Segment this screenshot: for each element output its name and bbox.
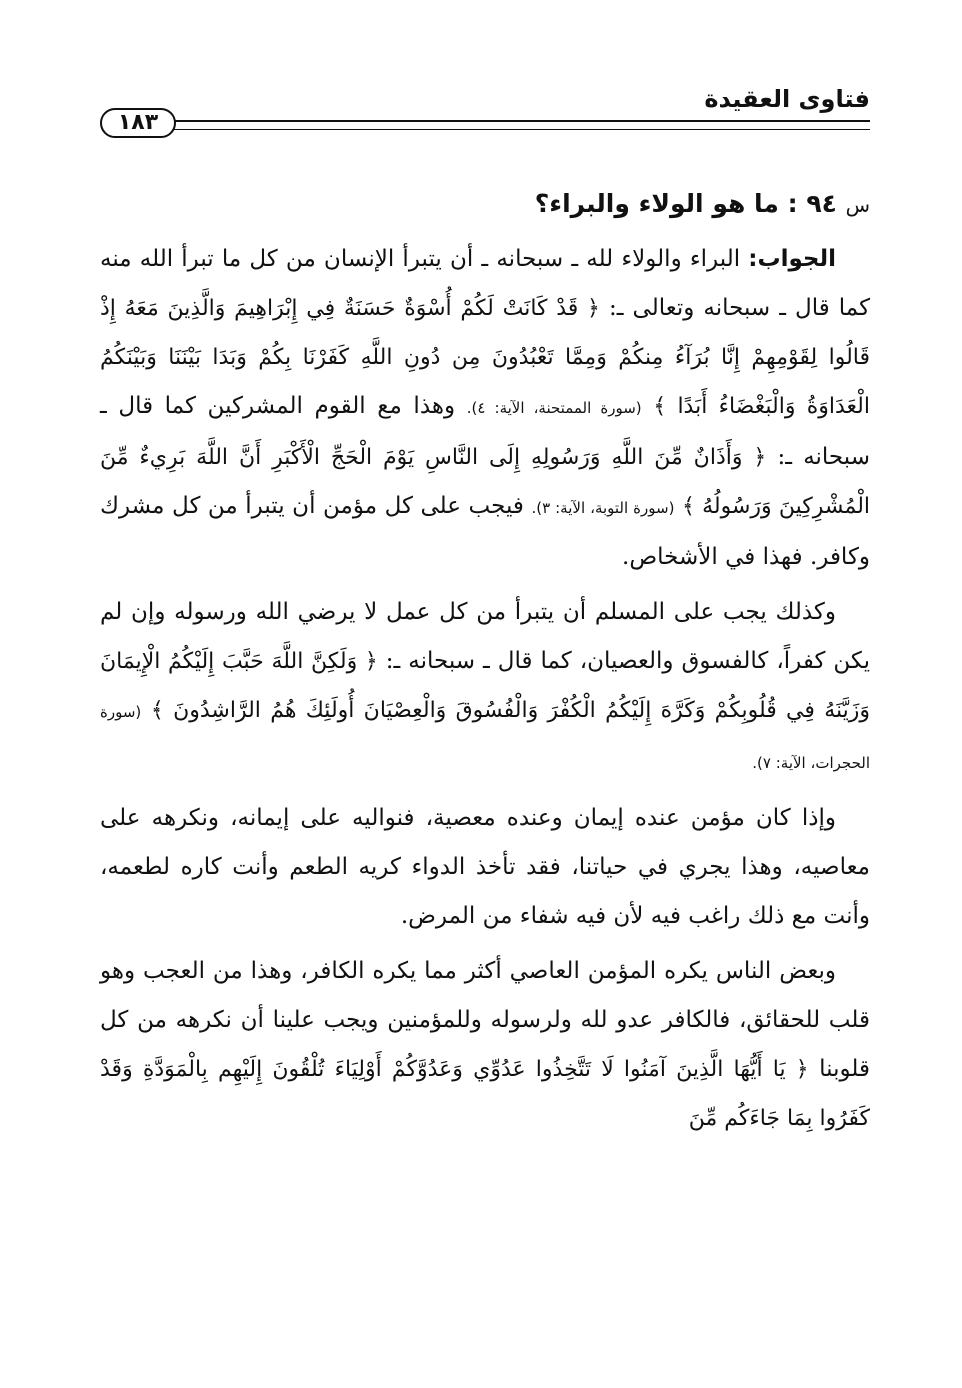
quran-verse: ﴿ يَا أَيُّهَا الَّذِينَ آمَنُوا لَا تَتَّخِذُوا عَدُوِّي وَعَدُوَّكُمْ أَوْلِيَاءَ تُلْقُونَ إِلَيْهِم بِالْمَوَدَّةِ وَقَدْ كَفَرُوا بِمَا جَاءَكُم مِّنَ xyxy=(100,1057,870,1131)
verse-reference: (سورة التوبة، الآية: ٣). xyxy=(531,499,675,517)
verse-reference: (سورة الحجرات، الآية: ٧). xyxy=(100,703,870,772)
verse-reference: (سورة الممتحنة، الآية: ٤). xyxy=(466,399,642,417)
answer-text: فيجب على كل مؤمن أن يتبرأ من كل مشرك وكافر. فهذا في الأشخاص. xyxy=(100,493,870,570)
answer-paragraph-2 xyxy=(100,588,870,788)
answer-paragraph-4 xyxy=(100,947,870,1143)
question-text: ما هو الولاء والبراء؟ xyxy=(534,189,779,218)
question-marker: س xyxy=(845,193,870,217)
quran-verse: ﴿ قَدْ كَانَتْ لَكُمْ أُسْوَةٌ حَسَنَةٌ فِي إِبْرَاهِيمَ وَالَّذِينَ مَعَهُ إِذْ قَالُوا لِقَوْمِهِمْ إِنَّا بُرَآءُ مِنكُمْ وَمِمَّا تَعْبُدُونَ مِن دُونِ اللَّهِ كَفَرْنَا بِكُمْ وَبَدَا بَيْنَنَا وَبَيْنَكُمُ الْعَدَاوَةُ وَالْبَغْضَاءُ أَبَدًا ﴾ xyxy=(100,296,870,419)
book-title: فتاوى العقيدة xyxy=(704,85,870,113)
quran-verse: ﴿ وَلَكِنَّ اللَّهَ حَبَّبَ إِلَيْكُمُ الْإِيمَانَ وَزَيَّنَهُ فِي قُلُوبِكُمْ وَكَرَّهَ إِلَيْكُمُ الْكُفْرَ وَالْفُسُوقَ وَالْعِصْيَانَ أُولَئِكَ هُمُ الرَّاشِدُونَ ﴾ xyxy=(100,649,870,723)
answer-paragraph-1 xyxy=(100,235,870,582)
answer-text: البراء والولاء لله ـ سبحانه ـ أن يتبرأ الإنسان من كل ما تبرأ الله منه كما قال ـ سبحانه وتعالى ـ: xyxy=(100,246,871,321)
quran-verse: ﴿ وَأَذَانٌ مِّنَ اللَّهِ وَرَسُولِهِ إِلَى النَّاسِ يَوْمَ الْحَجِّ الْأَكْبَرِ أَنَّ اللَّهَ بَرِيءٌ مِّنَ الْمُشْرِكِينَ وَرَسُولُهُ ﴾ xyxy=(100,445,871,519)
question-number: ٩٤ : xyxy=(787,189,837,218)
page-number: ١٨٣ xyxy=(100,108,176,138)
answer-text: وبعض الناس يكره المؤمن العاصي أكثر مما يكره الكافر، وهذا من العجب وهو قلب للحقائق، فالكافر عدو لله ولرسوله وللمؤمنين ويجب علينا أن نكرهه من كل قلوبنا xyxy=(100,958,870,1082)
header-rule xyxy=(170,120,870,130)
question-heading xyxy=(100,178,870,231)
answer-paragraph-3: وإذا كان مؤمن عنده إيمان وعنده معصية، فنواليه على إيمانه، ونكرهه على معاصيه، وهذا يجري في حياتنا، فقد تأخذ الدواء كريه الطعم وأنت كاره لطعمه، وأنت مع ذلك راغب فيه لأن فيه شفاء من المرض. xyxy=(100,805,870,929)
answer-text: وهذا مع القوم المشركين كما قال ـ سبحانه ـ: xyxy=(100,393,870,470)
page-content xyxy=(100,178,870,1149)
answer-text: وكذلك يجب على المسلم أن يتبرأ من كل عمل لا يرضي الله ورسوله وإن لم يكن كفراً، كالفسوق والعصيان، كما قال ـ سبحانه ـ: xyxy=(100,599,870,674)
answer-label: الجواب: xyxy=(748,246,836,272)
page-header xyxy=(100,82,870,142)
